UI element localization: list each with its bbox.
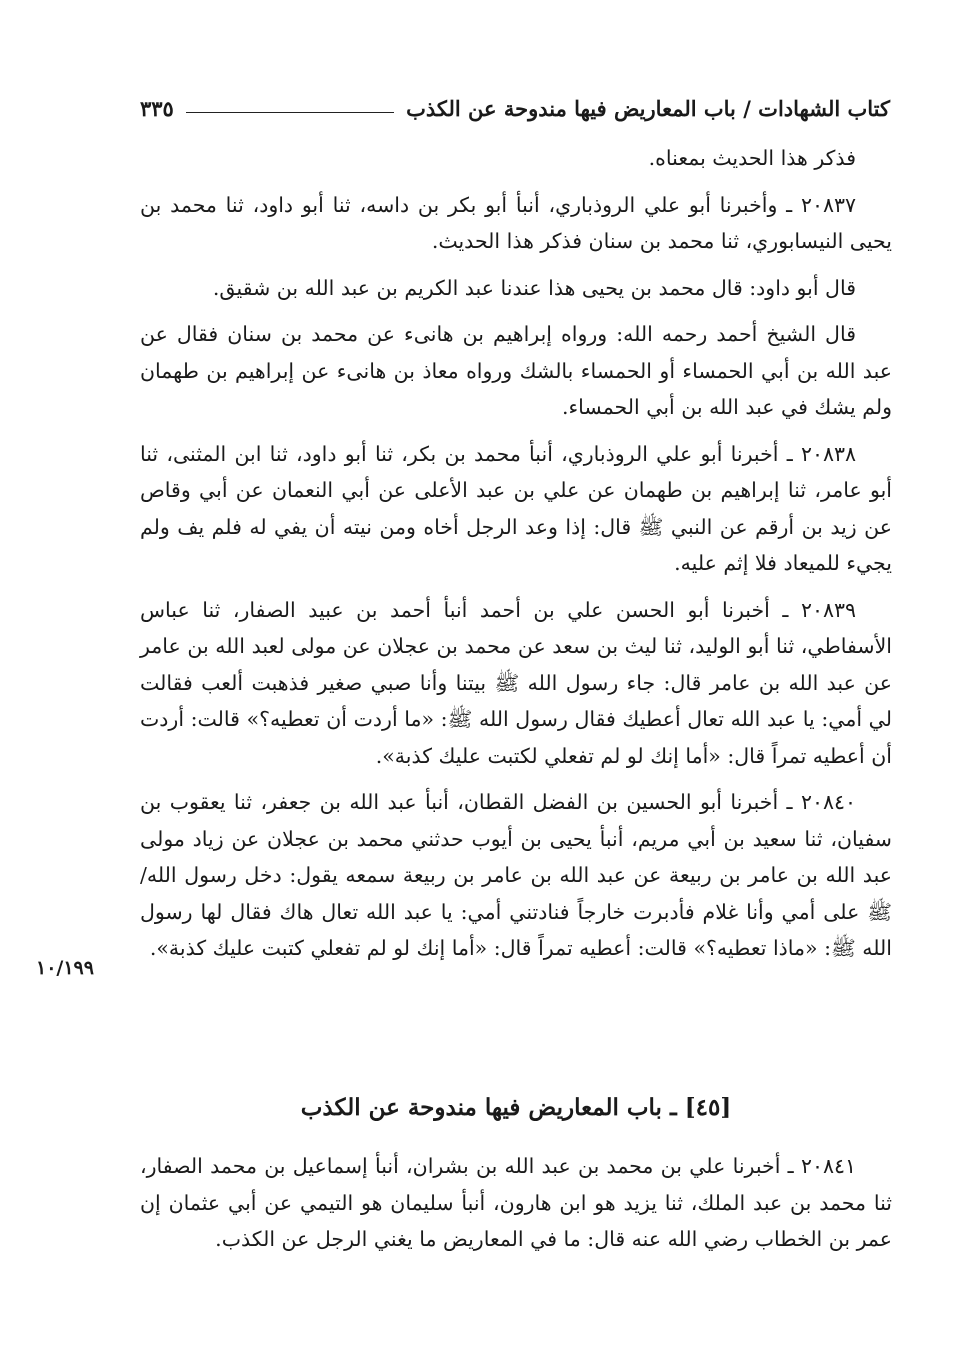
hadith-20837: ٢٠٨٣٧ ـ وأخبرنا أبو علي الروذباري، أنبأ أبو بكر بن داسه، ثنا أبو داود، ثنا محمد بن يحيى النيسابوري، ثنا محمد بن سنان فذكر هذا الحديث.: [140, 192, 892, 253]
paragraph: قال الشيخ أحمد رحمه الله: ورواه إبراهيم بن هانىء عن محمد بن سنان فقال عن عبد الله بن أبي الحمساء أو الحمساء بالشك ورواه معاذ بن هانىء عن إبراهيم بن طهمان ولم يشك في عبد الله بن أبي الحمساء.: [140, 322, 892, 419]
hadith-20839: ٢٠٨٣٩ ـ أخبرنا أبو الحسن علي بن أحمد أنبأ أحمد بن عبيد الصفار، ثنا عباس الأسفاطي، ثنا أبو الوليد، ثنا ليث بن سعد عن محمد بن عجلان عن مولى لعبد الله بن عامر عن عبد الله بن عامر قال: جاء رسول الله ﷺ بيتنا وأنا صبي صغير فذهبت ألعب فقالت لي أمي: يا عبد الله تعال أعطيك فقال رسول الله ﷺ: «ما أردت أن تعطيه؟» قالت: أردت أن أعطيه تمراً قال: «أما إنك لو لم تفعلي لكتبت عليك كذبة».: [140, 597, 892, 768]
body-text: [140, 140, 892, 977]
header-rule: [186, 112, 394, 113]
hadith-20840: ٢٠٨٤٠ ـ أخبرنا أبو الحسين بن الفضل القطان، أنبأ عبد الله بن جعفر، ثنا يعقوب بن سفيان، ثنا سعيد بن أبي مريم، أنبأ يحيى بن أيوب حدثني محمد بن عجلان عن زياد مولى عبد الله بن عامر بن ربيعة عن عبد الله بن عامر بن ربيعة سمعه يقول: دخل رسول الله/ ﷺ على أمي وأنا غلام فأدبرت خارجاً فنادتني أمي: يا عبد الله تعال هاك فقال لها رسول الله ﷺ: «ماذا تعطيه؟» قالت: أعطيه تمراً قال: «أما إنك لو لم تفعلي كتبت عليك كذبة».: [140, 790, 892, 960]
section-body: [140, 1148, 892, 1258]
running-header: [140, 88, 890, 128]
paragraph: فذكر هذا الحديث بمعناه.: [648, 146, 856, 170]
hadith-20841: ٢٠٨٤١ ـ أخبرنا علي بن محمد بن عبد الله بن بشران، أنبأ إسماعيل بن محمد الصفار، ثنا محمد بن عبد الملك، ثنا يزيد هو ابن هارون، أنبأ سليمان هو التيمي عن أبي عثمان إن عمر بن الخطاب رضي الله عنه قال: ما في المعاريض ما يغني الرجل عن الكذب.: [140, 1154, 892, 1251]
section-heading: [٤٥] ـ باب المعاريض فيها مندوحة عن الكذب: [300, 1094, 732, 1121]
paragraph: قال أبو داود: قال محمد بن يحيى هذا عندنا عبد الكريم بن عبد الله بن شقيق.: [212, 275, 856, 300]
margin-reference: ١٠/١٩٩: [36, 957, 94, 979]
hadith-20838: ٢٠٨٣٨ ـ أخبرنا أبو علي الروذباري، أنبأ محمد بن بكر، ثنا أبو داود، ثنا ابن المثنى، ثنا أبو عامر، ثنا إبراهيم بن طهمان عن علي بن عبد الأعلى عن أبي النعمان عن أبي وقاص عن زيد بن أرقم عن النبي ﷺ قال: إذا وعد الرجل أخاه ومن نيته أن يفي له فلم يف ولم يجيء للميعاد فلا إثم عليه.: [140, 441, 892, 575]
header-title: كتاب الشهادات / باب المعاريض فيها مندوحة عن الكذب: [406, 95, 890, 121]
page-number: ٣٣٥: [140, 95, 174, 121]
